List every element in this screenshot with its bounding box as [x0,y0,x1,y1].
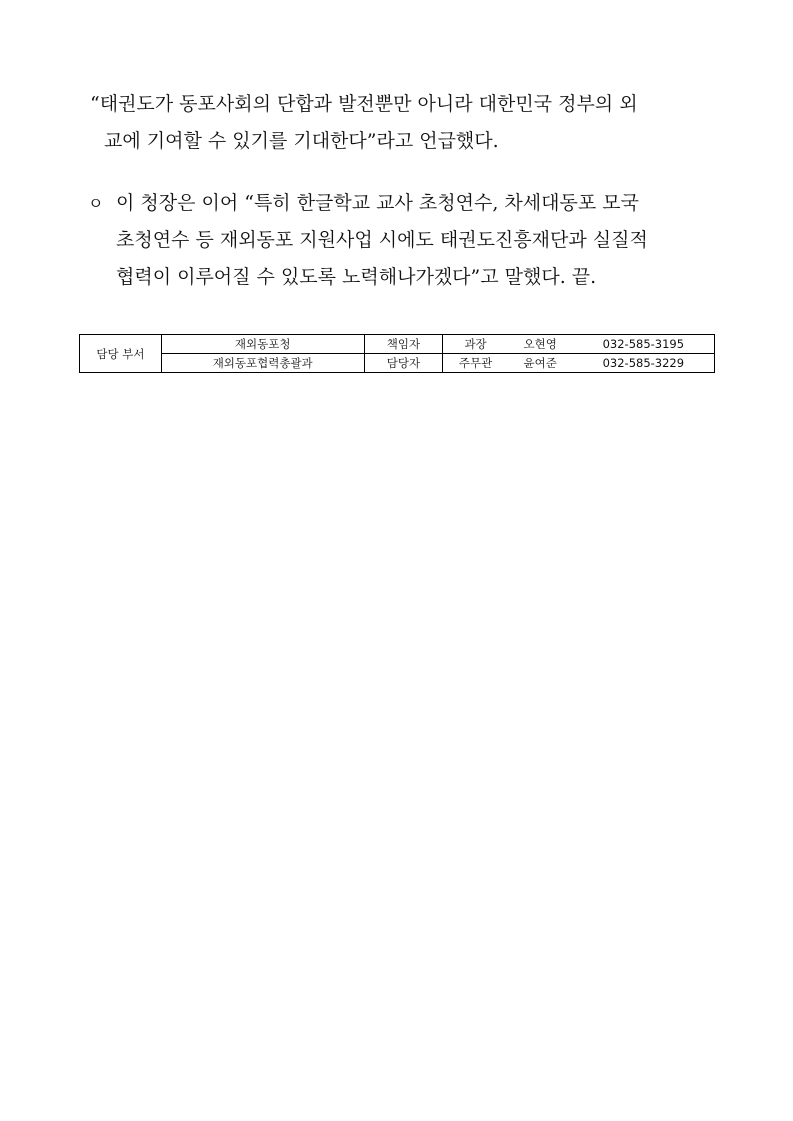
bullet-line-1-text: 이 청장은 이어 “특히 한글학교 교사 초청연수, 차세대동포 모국 [116,192,639,214]
role-cell: 책임자 [364,335,443,354]
contact-row-2 [80,354,715,373]
bullet-line-1 [88,185,648,222]
person-name-cell: 오현영 [508,335,573,354]
position-cell: 주무관 [443,354,508,373]
person-name-cell: 윤여준 [508,354,573,373]
role-cell: 담당자 [364,354,443,373]
contact-table [79,334,715,373]
dept-division-cell: 재외동포협력총괄과 [161,354,364,373]
bullet-marker: ㅇ [88,194,104,213]
bullet-line-2: 초청연수 등 재외동포 지원사업 시에도 태권도진흥재단과 실질적 [116,229,648,251]
quote-line-2: 교에 기여할 수 있기를 기대한다”라고 언급했다. [104,130,499,152]
dept-label-cell: 담당 부서 [80,335,162,373]
phone-cell: 032-585-3195 [573,335,715,354]
bullet-paragraph [88,185,648,296]
quote-line-1: “태권도가 동포사회의 단합과 발전뿐만 아니라 대한민국 정부의 외 [90,93,638,115]
quote-paragraph [90,86,638,160]
position-cell: 과장 [443,335,508,354]
bullet-line-3: 협력이 이루어질 수 있도록 노력해나가겠다”고 말했다. 끝. [116,266,597,288]
contact-row-1 [80,335,715,354]
dept-name-cell: 재외동포청 [161,335,364,354]
phone-cell: 032-585-3229 [573,354,715,373]
